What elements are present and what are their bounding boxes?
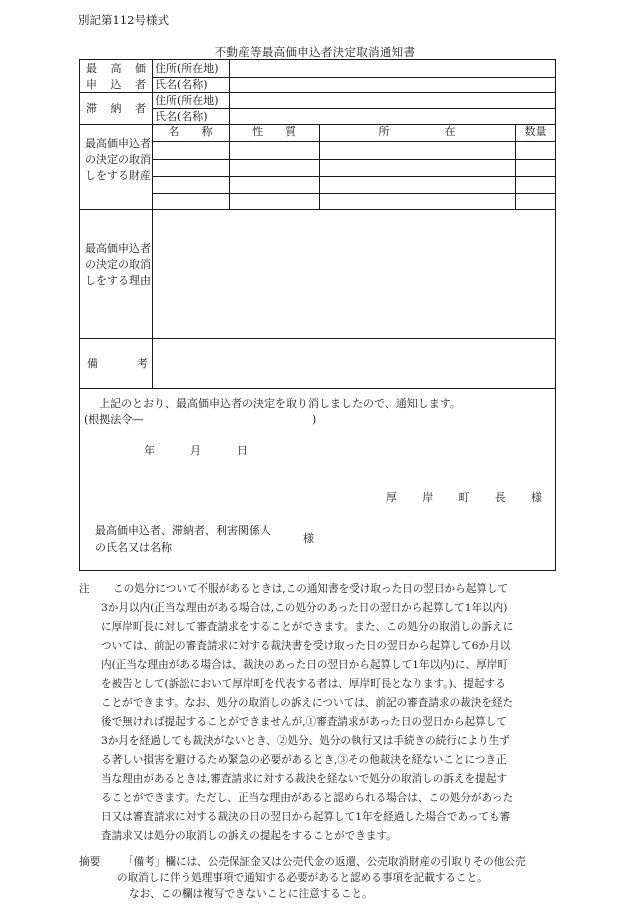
note-line: ことができます。なお、処分の取消しの訴えについては、前記の審査請求の裁決を経た — [101, 697, 514, 709]
issuer — [386, 491, 542, 505]
legal-basis-open: (根拠法令― — [84, 413, 144, 426]
bidder-label-line1 — [86, 62, 146, 76]
label-char: 者 — [135, 78, 146, 91]
label-char: 最 — [86, 62, 97, 75]
note-line: ることができます。ただし、正当な理由があると認められる場合は、この処分があった — [101, 792, 514, 804]
document-title: 不動産等最高価申込者決定取消通知書 — [214, 45, 416, 59]
issuer-char: 町 — [458, 491, 470, 504]
col-divider — [229, 60, 230, 124]
col-divider — [152, 60, 153, 388]
issuer-char: 厚 — [386, 491, 397, 504]
col-header-location: 所 在 — [378, 125, 456, 138]
note-line: ついては、前記の審査請求に対する裁決書を受け取った日の翌日から起算して6か月以 — [101, 640, 511, 652]
note-line: 3か月以内(正当な理由がある場合は,この処分のあった日の翌日から起算して1年以内) — [101, 602, 508, 614]
reason-label: 最高価申込者の決定の取消しをする理由 — [85, 242, 151, 287]
row-divider — [152, 159, 556, 160]
col-header-quantity: 数量 — [524, 125, 547, 138]
note-line: この処分について不服があるときは,この通知書を受け取った日の翌日から起算して — [113, 583, 509, 595]
note-line: 後で無ければ提起することができませんが,①審査請求があった日の翌日から起算して — [101, 716, 507, 728]
note-line: 査請求又は処分の取消しの訴えの提起をすることができます。 — [101, 830, 397, 842]
note-line: に厚岸町長に対して審査請求をすることができます。また、この処分の取消しの訴えに — [101, 621, 514, 633]
summary-line: 「備考」欄には、公売保証金又は公売代金の返還、公売取消財産の引取りその他公売 — [123, 856, 526, 868]
delinquent-label — [86, 102, 146, 116]
recipient-label-line1: 最高価申込者、滞納者、利害関係人 — [95, 524, 271, 537]
label-char: 納 — [110, 102, 122, 115]
remarks-label-right: 考 — [137, 357, 148, 370]
label-char: 者 — [135, 102, 146, 115]
summary-label: 摘要 — [79, 856, 101, 868]
summary-line: なお、この欄は複写できないことに注意すること。 — [129, 888, 373, 900]
date-month: 月 — [190, 444, 201, 457]
col-header-nature: 性 質 — [252, 125, 296, 138]
property-label: 最高価申込者の決定の取消しをする財産 — [85, 137, 151, 182]
label-char: 込 — [110, 78, 122, 91]
delinquent-name-label: 氏名(名称) — [155, 110, 208, 123]
label-char: 価 — [135, 62, 146, 75]
note-line: る著しい損害を避けるため緊急の必要があるとき,③その他裁決を経ないことにつき正 — [101, 754, 507, 766]
issuer-char: 様 — [531, 491, 542, 504]
row-divider — [152, 141, 556, 142]
row-divider — [152, 193, 556, 194]
issuer-char: 長 — [494, 491, 506, 504]
recipient-label-line2: の氏名又は名称 — [95, 541, 172, 554]
form-number: 別記第112号様式 — [78, 13, 169, 27]
row-divider — [152, 77, 556, 78]
remarks-label-left: 備 — [87, 357, 98, 370]
recipient-honorific: 様 — [303, 532, 314, 545]
issuer-char: 岸 — [422, 491, 434, 504]
note-line: 日又は審査請求に対する裁決の日の翌日から起算して1年を経過した場合であっても審 — [101, 811, 511, 823]
row-divider — [80, 388, 556, 389]
note-line: 3か月を経過しても裁決がないとき、②処分、処分の執行又は手続きの続行により生ず — [101, 735, 510, 747]
summary-line: の取消しに伴う処理事項で通知する必要があると認める事項を記載すること。 — [117, 872, 488, 884]
note-line: 当な理由があるときは,審査請求に対する裁決を経ないで処分の取消しの訴えを提起す — [101, 773, 507, 785]
note-text — [101, 580, 558, 846]
date-day: 日 — [237, 444, 248, 457]
note-line: を被告として(訴訟において厚岸町を代表する者は、厚岸町長となります。)、提起する — [101, 678, 506, 690]
bidder-name-label: 氏名(名称) — [155, 78, 208, 91]
form-table — [79, 59, 556, 571]
note-line: 内(正当な理由がある場合は、裁決のあった日の翌日から起算して1年以内)に、厚岸町 — [101, 659, 508, 671]
delinquent-address-label: 住所(所在地) — [155, 94, 219, 107]
label-char: 滞 — [86, 102, 97, 115]
row-divider — [152, 108, 556, 109]
note-label: 注 — [79, 583, 90, 595]
date-year: 年 — [144, 444, 155, 457]
notice-body: 上記のとおり、最高価申込者の決定を取り消しましたので、通知します。 — [99, 397, 461, 410]
summary-text — [117, 854, 562, 902]
label-char: 申 — [86, 78, 97, 91]
row-divider — [152, 176, 556, 177]
bidder-label-line2 — [86, 78, 146, 92]
legal-basis-close: ) — [312, 413, 317, 426]
col-header-name: 名 称 — [168, 125, 213, 138]
label-char: 高 — [110, 62, 122, 75]
bidder-address-label: 住所(所在地) — [155, 62, 219, 75]
